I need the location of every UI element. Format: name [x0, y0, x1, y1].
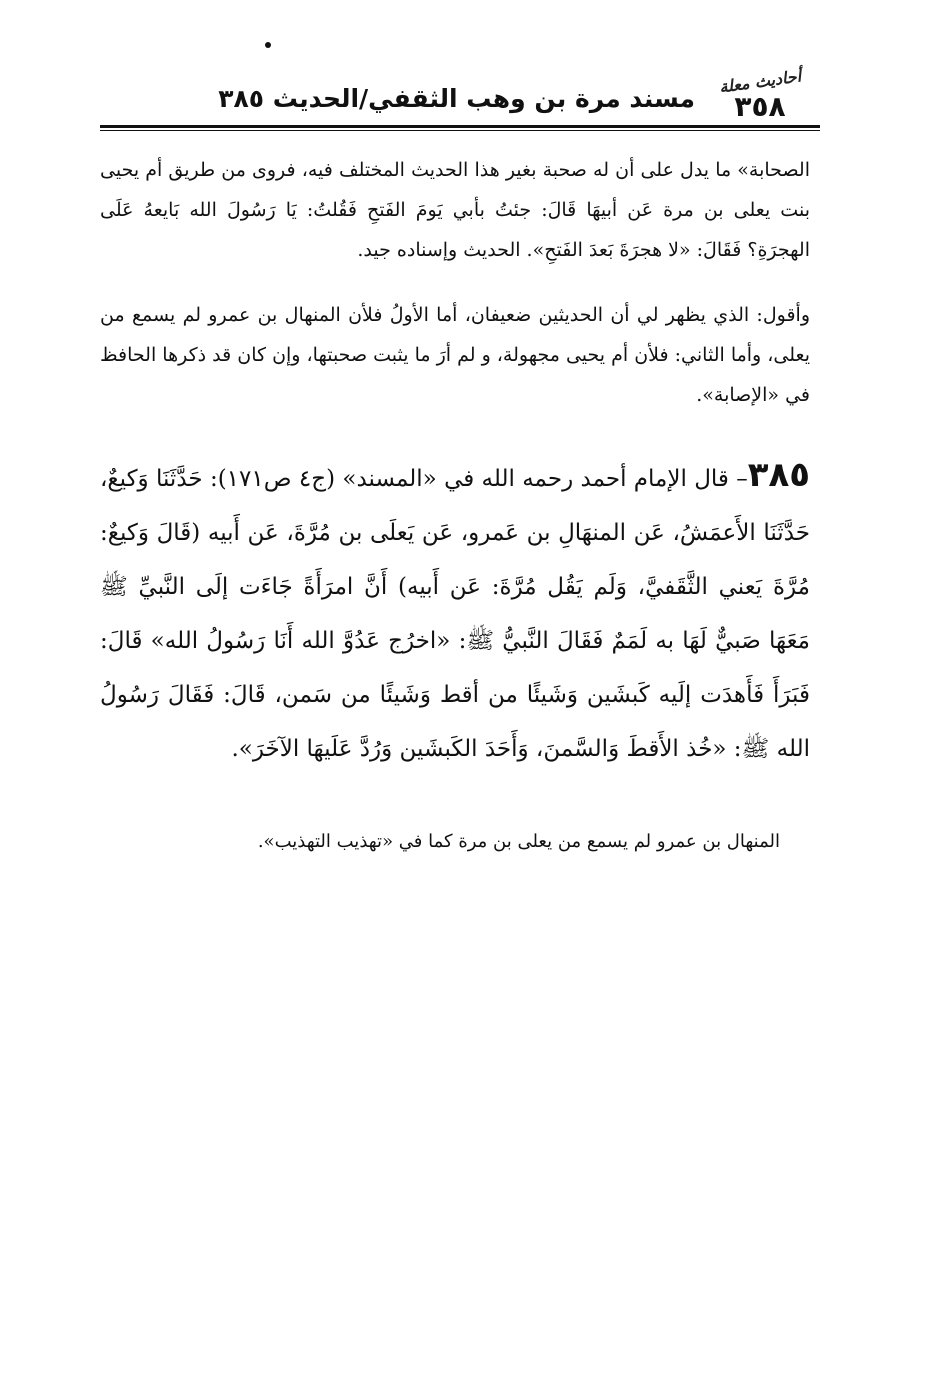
footnote: المنهال بن عمرو لم يسمع من يعلى بن مرة كما في «تهذيب التهذيب».	[257, 831, 780, 852]
hadith-number: ٣٨٥	[747, 455, 810, 495]
hadith-text: – قال الإمام أحمد رحمه الله في «المسند» (ج٤ ص١٧١): حَدَّثَنَا وَكيعٌ، حَدَّثَنَا الأَعمَشُ، عَن المنهَالِ بن عَمرو، عَن يَعلَى بن مُرَّةَ، عَن أَبيه (قَالَ وَكيعٌ: مُرَّةَ يَعني الثَّقَفيَّ، وَلَم يَقُل مُرَّةَ: عَن أَبيه) أَنَّ امرَأَةً جَاءَت إلَى النَّبيِّ ﷺ مَعَهَا صَبيٌّ لَهَا به لَمَمٌ فَقَالَ النَّبيُّ ﷺ: «اخرُج عَدُوَّ الله أَنَا رَسُولُ الله» قَالَ: فَبَرَأَ فَأَهدَت إلَيه كَبشَين وَشَيئًا من أقط وَشَيئًا من سَمن، قَالَ: فَقَالَ رَسُولُ الله ﷺ: «خُذ الأَقطَ وَالسَّمنَ، وَأَحَدَ الكَبشَين وَرُدَّ عَلَيهَا الآخَرَ».	[100, 466, 810, 762]
page-number: ٣٥٨	[734, 90, 786, 123]
header-rule-thin	[100, 130, 820, 131]
handwritten-note: أحاديث معلة	[717, 66, 803, 97]
page-header	[95, 62, 825, 132]
header-rule	[100, 125, 820, 128]
ink-dot	[265, 42, 271, 48]
hadith-paragraph	[100, 448, 810, 776]
paragraph-intro: الصحابة» ما يدل على أن له صحبة بغير هذا الحديث المختلف فيه، فروى من طريق أم يحيى بنت يعلى بن مرة عَن أبيهَا قَالَ: جئتُ بأبي يَومَ الفَتحِ فَقُلتُ: يَا رَسُولَ الله بَايعهُ عَلَى الهجرَةِ؟ فَقَالَ: «لا هجرَةَ بَعدَ الفَتحِ». الحديث وإسناده جيد.	[100, 159, 810, 261]
running-title: مسند مرة بن وهب الثقفي/الحديث ٣٨٥	[218, 84, 695, 113]
page-number-block	[705, 66, 815, 123]
paragraph-opinion: وأقول: الذي يظهر لي أن الحديثين ضعيفان، أما الأولُ فلأن المنهال بن عمرو لم يسمع من يعلى، وأما الثاني: فلأن أم يحيى مجهولة، و لم أرَ ما يثبت صحبتها، وإن كان قد ذكرها الحافظ في «الإصابة».	[100, 304, 810, 406]
